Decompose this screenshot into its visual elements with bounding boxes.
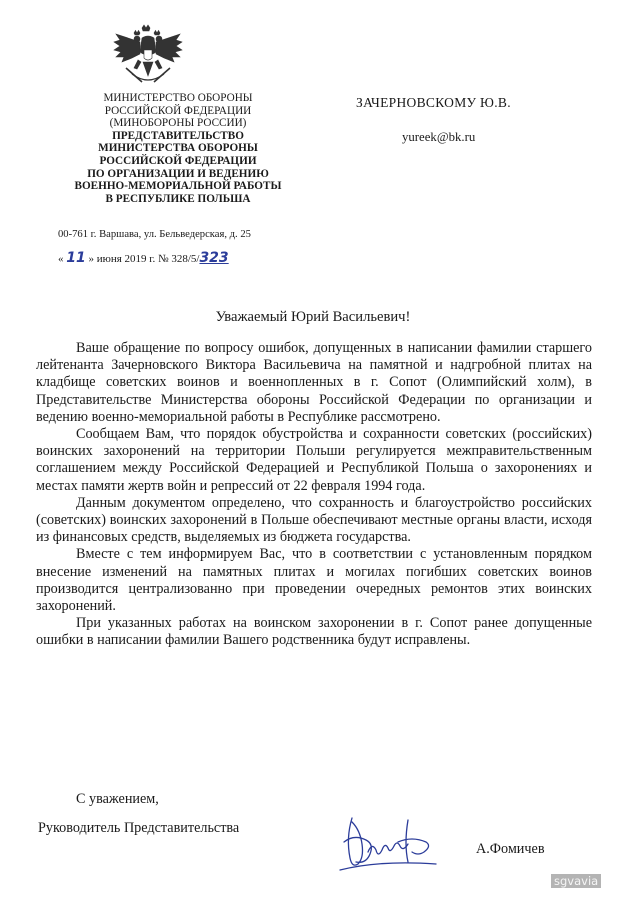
body-paragraph: При указанных работах на воинском захоронении в г. Сопот ранее допущенные ошибки в написании фамилии Вашего родственника будут исправлены. xyxy=(36,615,592,649)
unit-line: ПО ОРГАНИЗАЦИИ И ВЕДЕНИЮ xyxy=(87,167,269,180)
body-paragraph: Вместе с тем информируем Вас, что в соответствии с установленным порядком внесение изменений на памятных плитах и могилах погибших советских воинов производится централизованно при проведении очередных ремонтов этих воинских захоронений. xyxy=(36,546,592,615)
unit-line: РОССИЙСКОЙ ФЕДЕРАЦИИ xyxy=(99,154,257,167)
closing: С уважением, xyxy=(76,791,159,807)
org-line: РОССИЙСКОЙ ФЕДЕРАЦИИ xyxy=(104,104,252,117)
recipient-email: yureek@bk.ru xyxy=(402,130,476,144)
unit-line: В РЕСПУБЛИКЕ ПОЛЬША xyxy=(105,192,251,205)
sender-address: 00-761 г. Варшава, ул. Бельведерская, д. 25 xyxy=(58,229,251,240)
date-close-quote: » xyxy=(88,253,94,265)
unit-line: ВОЕННО-МЕМОРИАЛЬНОЙ РАБОТЫ xyxy=(74,180,282,193)
watermark: sgvavia xyxy=(551,874,601,888)
unit-line: ПРЕДСТАВИТЕЛЬСТВО xyxy=(112,129,244,142)
date-open-quote: « xyxy=(58,253,64,265)
body-paragraph: Сообщаем Вам, что порядок обустройства и сохранности советских (российских) воинских захоронений на территории Польши регулируется межправительственным соглашением между Российской Федерацией и Республикой Польша о захоронениях и местах памяти жертв войн и репрессий от 22 февраля 1994 года. xyxy=(36,426,592,494)
double-headed-eagle-icon xyxy=(112,24,184,86)
organization-block xyxy=(60,92,296,205)
doc-number-prefix: 328/5/ xyxy=(171,253,200,265)
body-paragraph: Данным документом определено, что сохранность и благоустройство российских (советских) воинских захоронений в Польше обеспечивают местные органы власти, исходя из финансовых средств, выделяемых из бюджета государства. xyxy=(36,494,592,546)
letter-body xyxy=(36,340,592,650)
doc-number-label: № xyxy=(158,253,169,265)
date-month-year: июня 2019 г. xyxy=(96,253,156,265)
date-line xyxy=(58,250,229,266)
org-line: МИНИСТЕРСТВО ОБОРОНЫ xyxy=(103,92,253,104)
signatory-name: А.Фомичев xyxy=(476,841,545,857)
unit-line: МИНИСТЕРСТВА ОБОРОНЫ xyxy=(98,142,258,155)
org-line: (МИНОБОРОНЫ РОССИИ) xyxy=(109,117,247,130)
doc-number-suffix: 323 xyxy=(199,250,229,266)
signatory-position: Руководитель Представительства xyxy=(38,820,240,836)
salutation: Уважаемый Юрий Васильевич! xyxy=(215,309,411,325)
recipient-name: ЗАЧЕРНОВСКОМУ Ю.В. xyxy=(356,95,511,110)
handwritten-signature-icon xyxy=(338,812,444,878)
body-paragraph: Ваше обращение по вопросу ошибок, допущенных в написании фамилии старшего лейтенанта Зачерновского Виктора Васильевича на памятной и надгробной плитах на кладбище советских воинов и военнопленных в г. Сопот (Олимпийский холм), в Представительстве Министерства обороны Российской Федерации по организации и ведению военно-мемориальной работы в Республике рассмотрено. xyxy=(36,340,592,425)
date-day: 11 xyxy=(66,250,86,266)
